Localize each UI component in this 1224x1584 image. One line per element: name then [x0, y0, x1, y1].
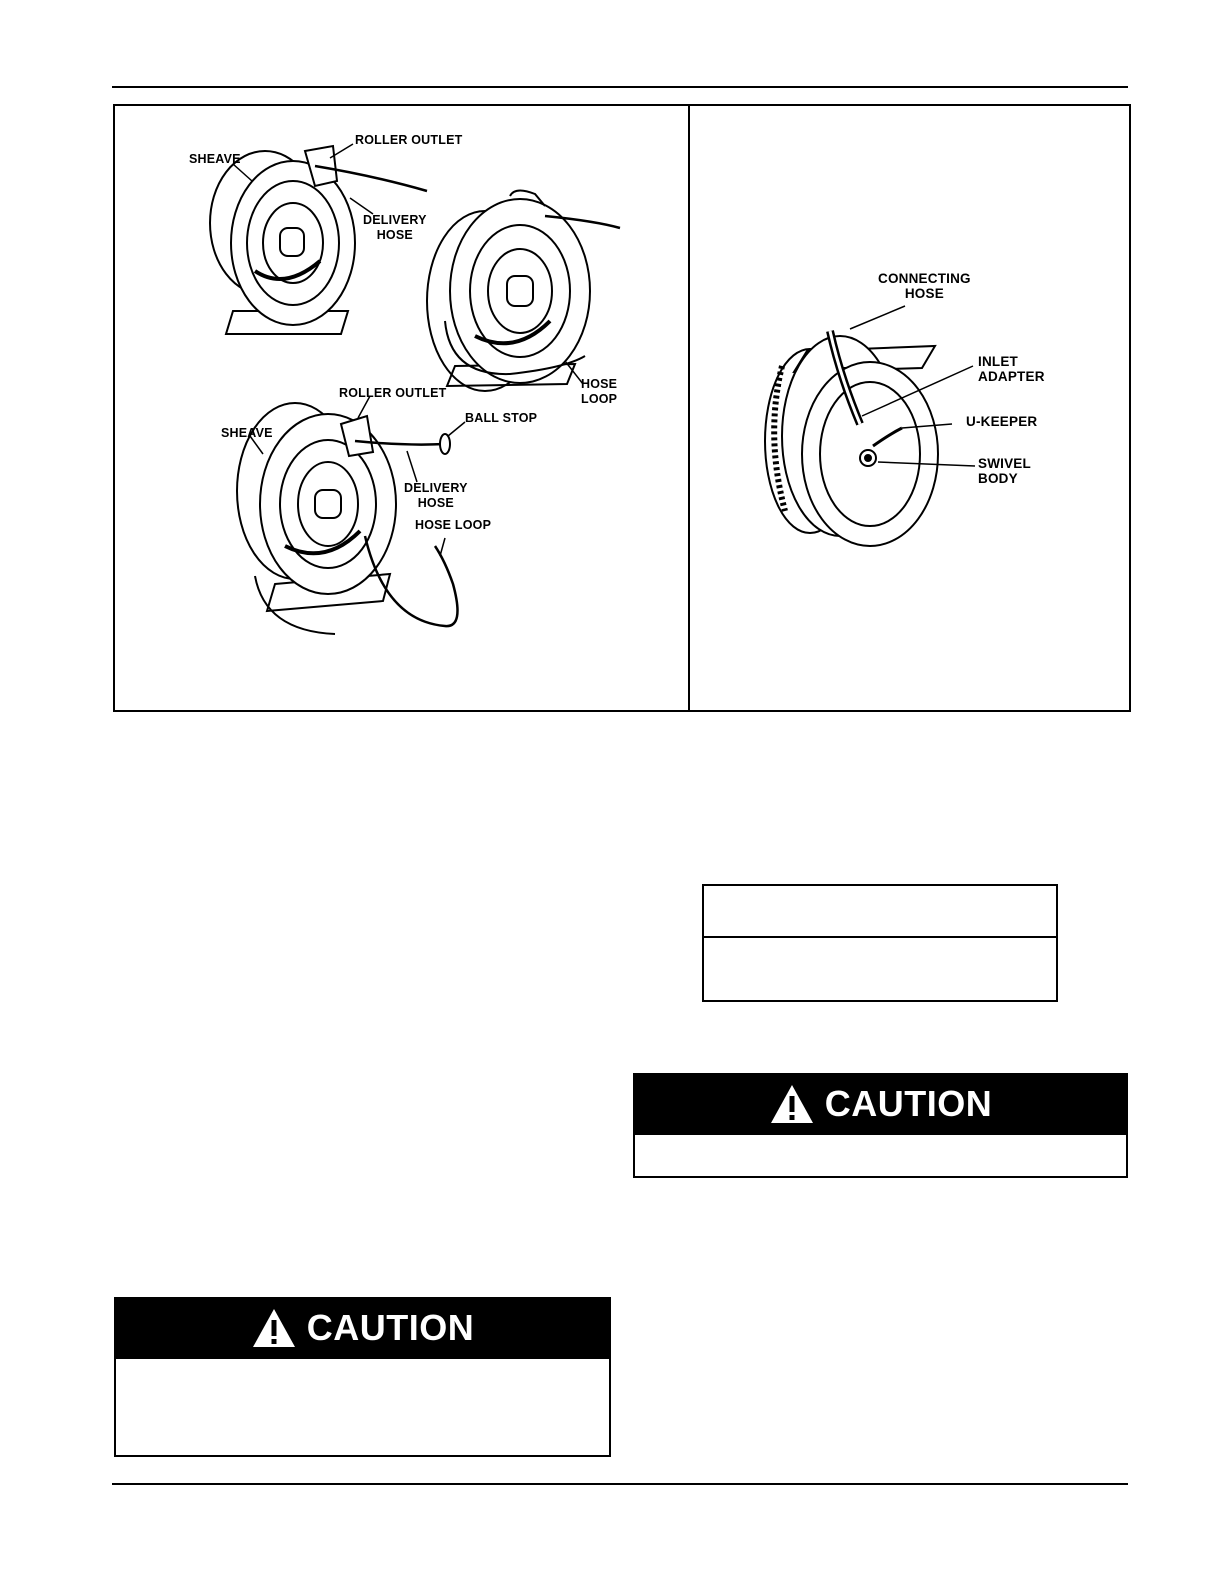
caution-box-right — [633, 1073, 1128, 1178]
inlet-connection-illustration — [690, 106, 1129, 710]
callout-hose-loop-2: HOSE LOOP — [415, 518, 492, 532]
header-rule — [112, 86, 1128, 88]
callout-roller-outlet-2: ROLLER OUTLET — [339, 386, 447, 400]
caution-header — [633, 1073, 1128, 1135]
reel-top-right — [427, 190, 620, 391]
hose-reel-illustrations — [115, 106, 688, 710]
figure-panel — [113, 104, 1131, 712]
callout-swivel-body: SWIVEL BODY — [978, 456, 1031, 486]
callout-delivery-hose-2: DELIVERY HOSE — [404, 481, 468, 510]
footer-rule — [112, 1483, 1128, 1485]
warning-triangle-icon — [251, 1307, 297, 1349]
callout-u-keeper: U-KEEPER — [966, 414, 1038, 429]
caution-label: CAUTION — [306, 1307, 475, 1348]
caution-box-left — [114, 1297, 611, 1457]
callout-hose-loop-1: HOSE LOOP — [581, 377, 618, 406]
warning-triangle-icon — [769, 1083, 815, 1125]
callout-roller-outlet-1: ROLLER OUTLET — [355, 133, 463, 147]
figure-left-hose-reels — [115, 106, 688, 710]
callout-connecting-hose: CONNECTING HOSE — [878, 271, 971, 301]
spec-table — [702, 884, 1058, 1002]
callout-sheave-1: SHEAVE — [189, 152, 241, 166]
caution-label: CAUTION — [824, 1083, 993, 1124]
callout-delivery-hose-1: DELIVERY HOSE — [363, 213, 427, 242]
figure-right-inlet-connection — [690, 106, 1129, 710]
caution-header — [114, 1297, 611, 1359]
callout-sheave-2: SHEAVE — [221, 426, 273, 440]
callout-ball-stop: BALL STOP — [465, 411, 538, 425]
table-row-divider — [704, 936, 1056, 938]
callout-inlet-adapter: INLET ADAPTER — [978, 354, 1045, 384]
